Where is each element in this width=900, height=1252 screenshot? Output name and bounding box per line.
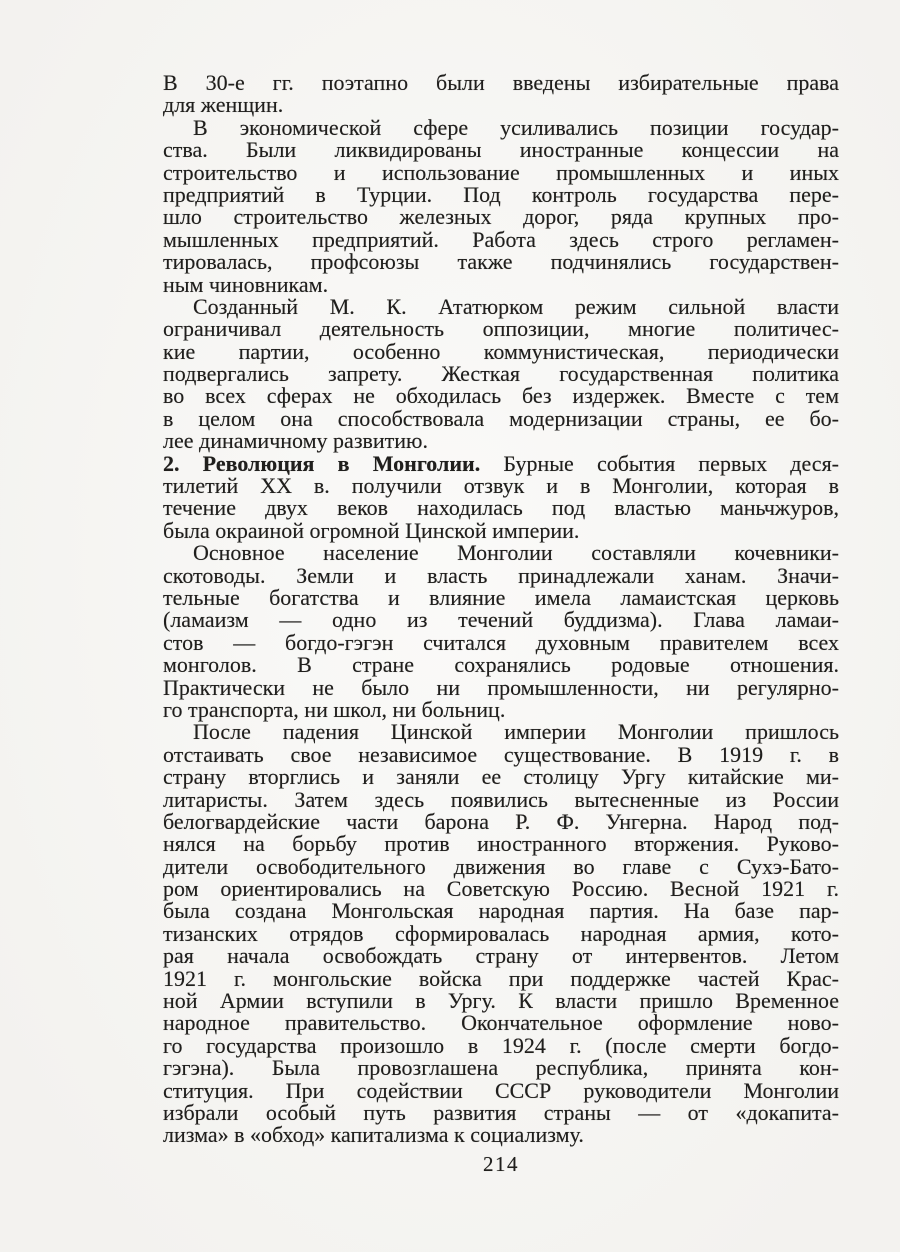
text-line: лее динамичному развитию. [163,428,428,454]
text-line: гэгэна). Была провозглашена республика, принята кон- [163,1055,839,1081]
paragraph [163,114,839,297]
text-line: стов — богдо-гэгэн считался духовным правителем всех [163,629,839,655]
text-line: Основное население Монголии составляли кочевники- [193,540,839,566]
text-line: В экономической сфере усиливались позиции государ- [193,114,839,140]
text-line: тельные богатства и влияние имела ламаистская церковь [163,584,839,610]
text-line: ституция. При содействии СССР руководители Монголии [163,1077,839,1103]
text-line: 1921 г. монгольские войска при поддержке частей Крас- [163,965,839,991]
text-line: во всех сферах не обходилась без издержек. Вместе с тем [163,383,839,409]
text-line: шло строительство железных дорог, ряда крупных про- [163,204,839,230]
text-line: Практически не было ни промышленности, ни регулярно- [163,674,839,700]
paragraph [163,721,839,1146]
text-line: была создана Монгольская народная партия. На базе пар- [163,898,839,924]
text-line: рая начала освобождать страну от интервентов. Летом [163,943,839,969]
text-line: предприятий в Турции. Под контроль государства пере- [163,181,839,207]
text-line: тировалась, профсоюзы также подчинялись государствен- [163,249,839,275]
paragraph [163,293,839,454]
text-line: литаристы. Затем здесь появились вытесненные из России [163,786,839,812]
text-line: ром ориентировались на Советскую Россию. Весной 1921 г. [163,876,839,902]
text-line: 2. Революция в Монголии. Бурные события первых деся- [163,450,840,476]
text-line: течение двух веков находилась под властью маньчжуров, [163,495,839,521]
text-line: для женщин. [163,92,284,118]
paragraph [163,450,840,543]
text-line: была окраиной огромной Цинской империи. [163,517,580,543]
paragraph [163,72,839,117]
text-line: белогвардейские части барона Р. Ф. Унгерна. Народ под- [163,808,839,834]
text-line: тилетий XX в. получили отзвук и в Монголии, которая в [163,473,839,499]
section-heading: 2. Революция в Монголии. [163,450,481,476]
text-line: народное правительство. Окончательное оформление ново- [163,1010,839,1036]
text-line: ограничивал деятельность оппозиции, многие политичес- [163,316,839,342]
text-block [163,72,839,1147]
text-line: монголов. В стране сохранялись родовые отношения. [163,652,839,678]
text-line: ства. Были ликвидированы иностранные концессии на [163,137,839,163]
text-line: После падения Цинской империи Монголии пришлось [193,719,839,745]
text-line: строительство и использование промышленных и иных [163,159,839,185]
text-line: кие партии, особенно коммунистическая, периодически [163,338,839,364]
text-line: ной Армии вступили в Ургу. К власти пришло Временное [163,988,839,1014]
text-line: (ламаизм — одно из течений буддизма). Глава ламаи- [163,607,839,633]
text-line: лизма» в «обход» капитализма к социализму. [163,1122,584,1148]
text-line: скотоводы. Земли и власть принадлежали ханам. Значи- [163,562,839,588]
text-line: го государства произошло в 1924 г. (после смерти богдо- [163,1032,839,1058]
paragraph [163,542,839,721]
text-line: в целом она способствовала модернизации страны, ее бо- [163,405,839,431]
text-line: нялся на борьбу против иностранного вторжения. Руково- [163,831,839,857]
text-line: тизанских отрядов сформировалась народная армия, кото- [163,920,839,946]
text-line: го транспорта, ни школ, ни больниц. [163,696,506,722]
text-line: Созданный М. К. Ататюрком режим сильной власти [193,293,839,319]
text-line: В 30-е гг. поэтапно были введены избирательные права [163,70,839,95]
text-line: ным чиновникам. [163,271,329,297]
page-number: 214 [483,1152,519,1176]
text-line: мышленных предприятий. Работа здесь строго регламен- [163,226,839,252]
text-line: подвергались запрету. Жесткая государственная политика [163,361,839,387]
text-line: отстаивать свое независимое существование. В 1919 г. в [163,741,839,767]
text-line: дители освободительного движения во главе с Сухэ-Бато- [163,853,839,879]
text-line: страну вторглись и заняли ее столицу Ургу китайские ми- [163,764,839,790]
text-line: избрали особый путь развития страны — от «докапита- [163,1099,839,1125]
